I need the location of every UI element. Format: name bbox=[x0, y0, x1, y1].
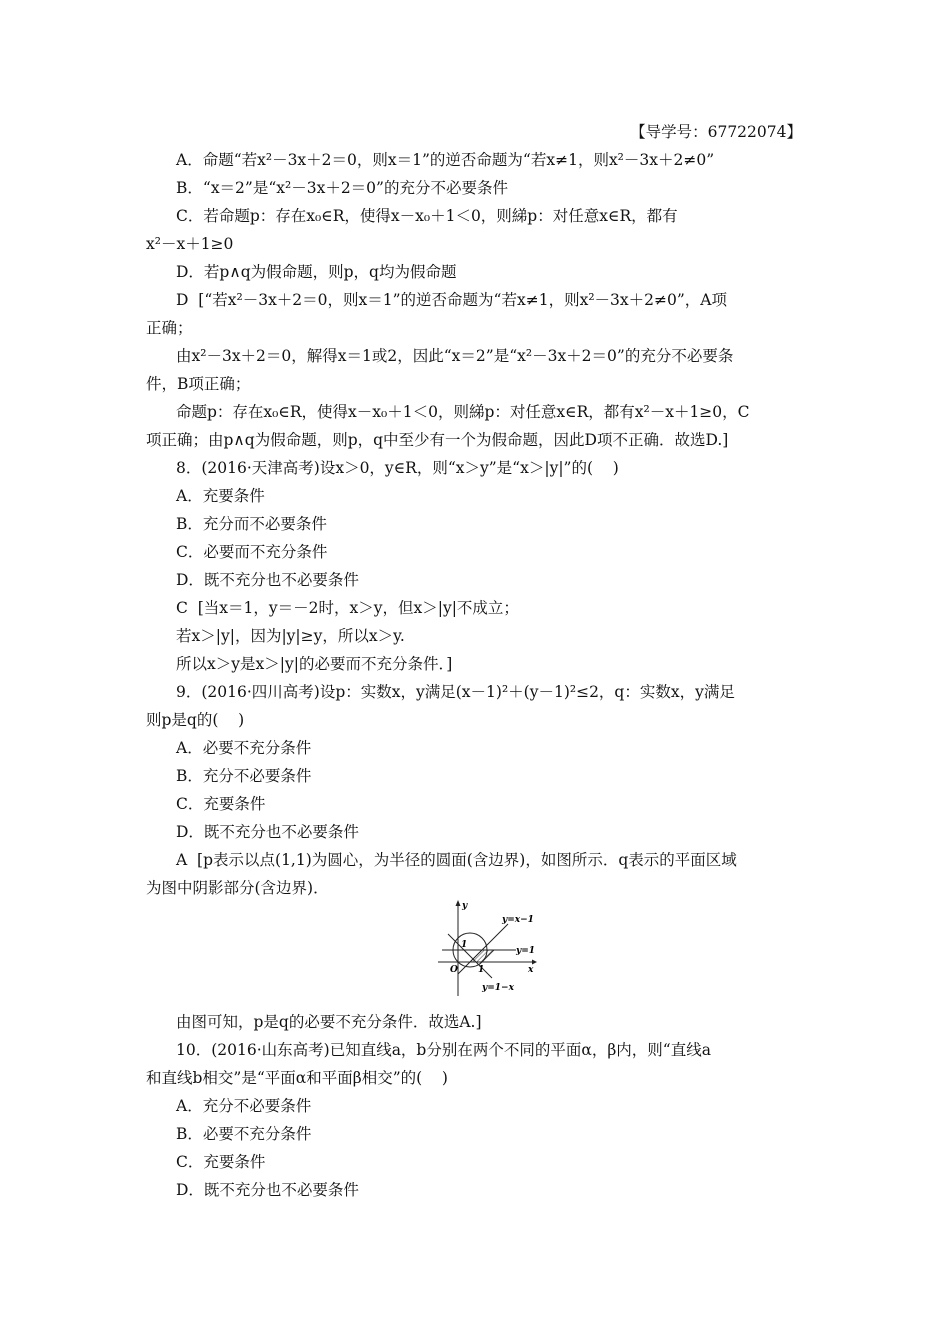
text-line: B．“x＝2”是“x²－3x＋2＝0”的充分不必要条件 bbox=[176, 179, 508, 197]
axis-x-label: x bbox=[528, 965, 534, 975]
text-line: D．既不充分也不必要条件 bbox=[176, 571, 359, 589]
text-line: B．充分而不必要条件 bbox=[176, 515, 327, 533]
text-line: 8．(2016·天津高考)设x＞0，y∈R，则“x＞y”是“x＞|y|”的( ) bbox=[176, 459, 619, 477]
line2-label: y=1 bbox=[516, 946, 536, 956]
text-line: 若x＞|y|，因为|y|≥y，所以x＞y. bbox=[176, 627, 405, 645]
text-line: A．必要不充分条件 bbox=[176, 739, 312, 757]
text-line: x²－x＋1≥0 bbox=[146, 235, 234, 253]
text-line: D．若p∧q为假命题，则p，q均为假命题 bbox=[176, 263, 457, 281]
text-line: D [“若x²－3x＋2＝0，则x＝1”的逆否命题为“若x≠1，则x²－3x＋2≠0”，A项 bbox=[176, 291, 727, 309]
text-line: C．充要条件 bbox=[176, 1153, 266, 1171]
region-figure bbox=[432, 896, 542, 1001]
ref-number: 【导学号：67722074】 bbox=[630, 123, 802, 141]
text-line: 为图中阴影部分(含边界)． bbox=[146, 879, 329, 897]
text-line: B．充分不必要条件 bbox=[176, 767, 312, 785]
origin-label: O bbox=[450, 965, 458, 975]
text-line: 由图可知，p是q的必要不充分条件．故选A.] bbox=[176, 1013, 482, 1031]
axis-y-label: y bbox=[462, 901, 468, 911]
text-line: 所以x＞y是x＞|y|的必要而不充分条件．] bbox=[176, 655, 453, 673]
text-line: C．必要而不充分条件 bbox=[176, 543, 328, 561]
text-line: 项正确；由p∧q为假命题，则p，q中至少有一个为假命题，因此D项不正确．故选D.] bbox=[146, 431, 729, 449]
line1-label: y=x−1 bbox=[502, 915, 534, 925]
text-line: 则p是q的( ) bbox=[146, 711, 245, 729]
text-line: 和直线b相交”是“平面α和平面β相交”的( ) bbox=[146, 1069, 448, 1087]
text-line: 命题p：存在x₀∈R，使得x－x₀＋1＜0，则綈p：对任意x∈R，都有x²－x＋1≥0，C bbox=[176, 403, 750, 421]
text-line: A．命题“若x²－3x＋2＝0，则x＝1”的逆否命题为“若x≠1，则x²－3x＋2≠0” bbox=[176, 151, 715, 169]
text-line: A [p表示以点(1,1)为圆心，为半径的圆面(含边界)，如图所示．q表示的平面区域 bbox=[176, 851, 737, 869]
tick-y-label: 1 bbox=[461, 940, 468, 950]
text-line: B．必要不充分条件 bbox=[176, 1125, 312, 1143]
text-line: 正确； bbox=[146, 319, 193, 337]
line3-label: y=1−x bbox=[482, 983, 514, 993]
text-line: A．充要条件 bbox=[176, 487, 265, 505]
text-line: 由x²－3x＋2＝0，解得x＝1或2，因此“x＝2”是“x²－3x＋2＝0”的充分不必要条 bbox=[176, 347, 734, 365]
text-line: 9．(2016·四川高考)设p：实数x，y满足(x－1)²＋(y－1)²≤2，q：实数x，y满足 bbox=[176, 683, 735, 701]
text-line: C [当x＝1，y＝－2时，x＞y，但x＞|y|不成立； bbox=[176, 599, 519, 617]
text-line: C．若命题p：存在x₀∈R，使得x－x₀＋1＜0，则綈p：对任意x∈R，都有 bbox=[176, 207, 678, 225]
text-line: C．充要条件 bbox=[176, 795, 266, 813]
text-line: 件，B项正确； bbox=[146, 375, 251, 393]
tick-x-label: 1 bbox=[478, 965, 485, 975]
text-line: D．既不充分也不必要条件 bbox=[176, 1181, 359, 1199]
text-line: A．充分不必要条件 bbox=[176, 1097, 312, 1115]
text-line: D．既不充分也不必要条件 bbox=[176, 823, 359, 841]
text-line: 10．(2016·山东高考)已知直线a，b分别在两个不同的平面α，β内，则“直线a bbox=[176, 1041, 711, 1059]
